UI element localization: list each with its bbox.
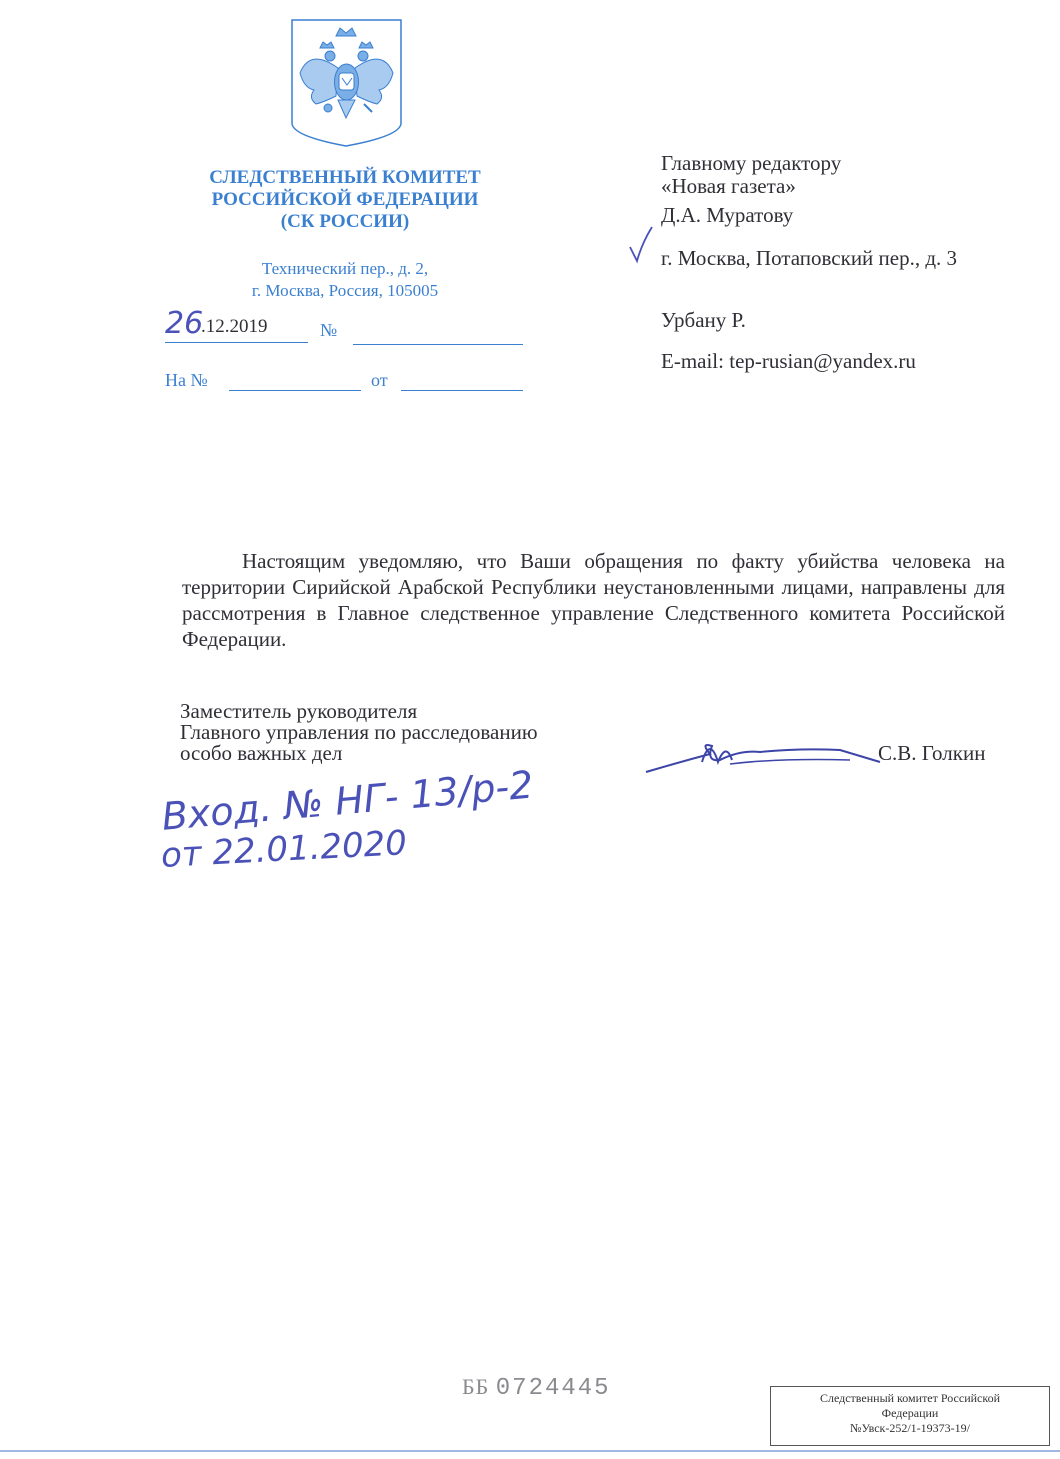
org-address-line1: Технический пер., д. 2, [261,259,429,278]
number-label: № [320,320,338,340]
registration-line3: №Увск-252/1-19373-19/ [850,1421,970,1435]
recipient-email: E-mail: tep-rusian@yandex.ru [661,349,916,373]
org-name-line1: СЛЕДСТВЕННЫЙ КОМИТЕТ [209,167,481,188]
registration-line1: Следственный комитет Российской [819,1391,1001,1405]
number-field [353,324,523,345]
date-day-handwritten: 26 [165,306,204,341]
form-serial [462,1374,611,1402]
org-name-line2: РОССИЙСКОЙ ФЕДЕРАЦИИ [211,189,479,210]
bottom-rule [0,1450,1060,1452]
from-label: от [371,370,388,390]
registration-line2: Федерации [881,1406,939,1420]
recipient-address: г. Москва, Потаповский пер., д. 3 [661,246,958,270]
signer-position-line3: особо важных дел [180,741,343,765]
reply-number-field [229,370,361,391]
emblem [290,18,403,148]
recipient-line5: Урбану Р. [661,308,746,332]
org-address-line2: г. Москва, Россия, 105005 [251,281,439,300]
date-printed: .12.2019 [201,316,268,337]
recipient-line3: Д.А. Муратову [661,203,794,227]
reply-date-field [401,370,523,391]
date-field [165,306,308,343]
check-mark-icon [626,225,656,265]
incoming-stamp-line2: от 22.01.2020 [160,823,408,876]
double-headed-eagle-emblem-icon [290,18,403,148]
signer-position-line1: Заместитель руководителя [180,699,418,723]
org-name-line3: (СК РОССИИ) [280,211,410,232]
form-serial-number: 0724445 [495,1375,611,1402]
signer-position-line2: Главного управления по расследованию [180,720,538,744]
reply-label: На № [165,370,208,390]
form-series: ББ [462,1374,490,1399]
handwritten-signature-icon [640,732,890,782]
body-paragraph: Настоящим уведомляю, что Ваши обращения по факту убийства человека на территории Сирийской Арабской Республики неустановленными лицами, направлены для рассмотрения в Главное следственное управление Следственного комитета Российской Федерации. [182,549,1005,651]
recipient-line1: Главному редактору [661,151,842,175]
recipient-line2: «Новая газета» [661,174,796,198]
registration-box [770,1386,1050,1446]
signer-name: С.В. Голкин [878,741,986,765]
incoming-stamp-line1: Вход. № НГ- 13/р-2 [160,762,535,839]
